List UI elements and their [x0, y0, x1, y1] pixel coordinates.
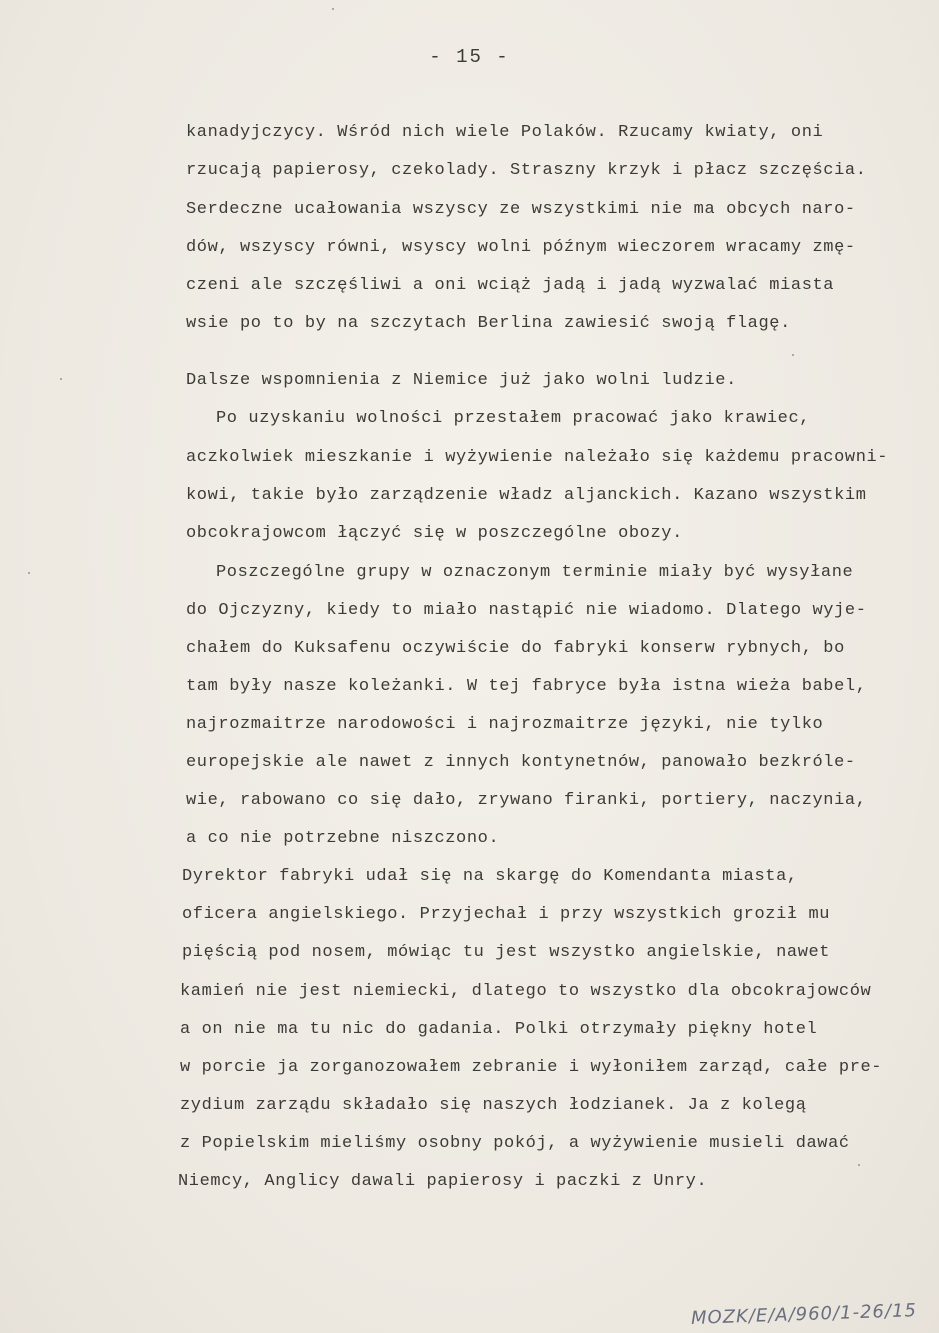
text-line: a on nie ma tu nic do gadania. Polki otrzymały piękny hotel: [180, 1020, 818, 1039]
text-line: kanadyjczycy. Wśród nich wiele Polaków. Rzucamy kwiaty, oni: [186, 123, 824, 142]
paper-speck: [792, 354, 794, 356]
text-line: europejskie ale nawet z innych kontynetnów, panowało bezkróle-: [186, 753, 856, 772]
text-line: pięścią pod nosem, mówiąc tu jest wszystko angielskie, nawet: [182, 943, 831, 962]
text-line: czeni ale szczęśliwi a oni wciąż jadą i jadą wyzwalać miasta: [186, 276, 835, 295]
text-line: oficera angielskiego. Przyjechał i przy wszystkich groził mu: [182, 905, 831, 924]
text-line: wsie po to by na szczytach Berlina zawiesić swoją flagę.: [186, 314, 791, 333]
text-line: Dalsze wspomnienia z Niemice już jako wolni ludzie.: [186, 371, 737, 390]
text-line: dów, wszyscy równi, wsyscy wolni późnym wieczorem wracamy zmę-: [186, 238, 856, 257]
text-line: Niemcy, Anglicy dawali papierosy i paczki z Unry.: [178, 1172, 708, 1191]
text-line: chałem do Kuksafenu oczywiście do fabryki konserw rybnych, bo: [186, 639, 845, 658]
paper-speck: [332, 8, 334, 10]
text-line: do Ojczyzny, kiedy to miało nastąpić nie wiadomo. Dlatego wyje-: [186, 601, 867, 620]
text-line: kowi, takie było zarządzenie władz aljanckich. Kazano wszystkim: [186, 486, 867, 505]
text-line: kamień nie jest niemiecki, dlatego to wszystko dla obcokrajowców: [180, 982, 872, 1001]
text-line: Po uzyskaniu wolności przestałem pracować jako krawiec,: [216, 409, 811, 428]
archive-signature: MOZK/E/A/960/1-26/15: [690, 1300, 918, 1329]
text-line: najrozmaitrze narodowości i najrozmaitrze języki, nie tylko: [186, 715, 824, 734]
text-line: a co nie potrzebne niszczono.: [186, 829, 500, 848]
text-line: Dyrektor fabryki udał się na skargę do Komendanta miasta,: [182, 867, 798, 886]
text-line: w porcie ja zorganozowałem zebranie i wyłoniłem zarząd, całe pre-: [180, 1058, 883, 1077]
text-line: Serdeczne ucałowania wszyscy ze wszystkimi nie ma obcych naro-: [186, 200, 856, 219]
text-line: Poszczególne grupy w oznaczonym terminie miały być wysyłane: [216, 563, 854, 582]
text-line: z Popielskim mieliśmy osobny pokój, a wyżywienie musieli dawać: [180, 1134, 850, 1153]
text-line: wie, rabowano co się dało, zrywano firanki, portiery, naczynia,: [186, 791, 867, 810]
paper-speck: [858, 1164, 860, 1166]
text-line: zydium zarządu składało się naszych łodzianek. Ja z kolegą: [180, 1096, 807, 1115]
page-number: - 15 -: [429, 46, 510, 68]
text-line: aczkolwiek mieszkanie i wyżywienie należało się każdemu pracowni-: [186, 448, 889, 467]
paper-speck: [28, 572, 30, 574]
text-line: rzucają papierosy, czekolady. Straszny krzyk i płacz szczęścia.: [186, 161, 867, 180]
text-line: tam były nasze koleżanki. W tej fabryce była istna wieża babel,: [186, 677, 867, 696]
paper-speck: [60, 378, 62, 380]
text-line: obcokrajowcom łączyć się w poszczególne obozy.: [186, 524, 683, 543]
